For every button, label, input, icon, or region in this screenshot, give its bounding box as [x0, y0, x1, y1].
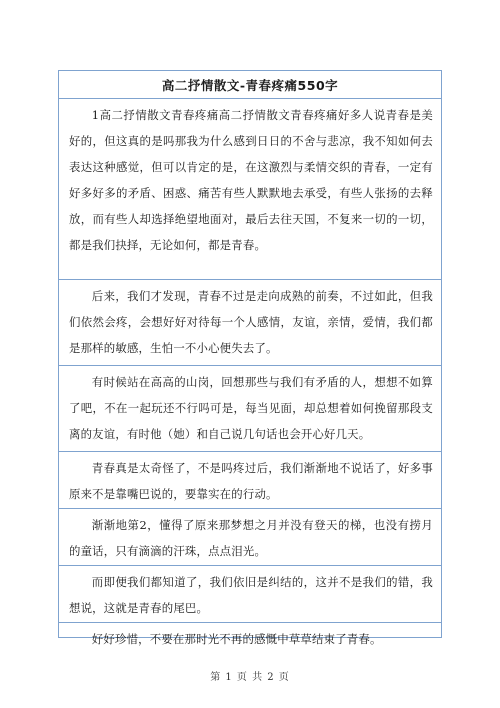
- paragraph-4: 青春真是太奇怪了，不是吗疼过后，我们渐渐地不说话了，好多事原来不是靠嘴巴说的，要靠实在的行动。: [59, 452, 441, 509]
- paragraph-2: 后来，我们才发现，青春不过是走向成熟的前奏，不过如此，但我们依然会疼，会想好好对待每一个人感情，友谊，亲情，爱情，我们都是那样的敏感，生怕一不小心便失去了。: [59, 280, 441, 366]
- paragraph-3: 有时候站在高高的山岗，回想那些与我们有矛盾的人，想想不如算了吧，不在一起玩还不行吗可是，每当见面，却总想着如何挽留那段支离的友谊，有时他（她）和自己说几句话也会开心好几天。: [59, 366, 441, 452]
- paragraph-6: 而即便我们都知道了，我们依旧是纠结的，这并不是我们的错，我想说，这就是青春的尾巴。: [59, 566, 441, 623]
- paragraph-7: 好好珍惜，不要在那时光不再的感慨中草草结束了青春。: [91, 632, 382, 646]
- page-indicator: 第 1 页 共 2 页: [210, 672, 290, 683]
- document-table: [58, 70, 442, 646]
- document-title: 高二抒情散文-青春疼痛550字: [59, 71, 441, 99]
- paragraph-1: 1高二抒情散文青春疼痛高二抒情散文青春疼痛好多人说青春是美好的，但这真的是吗那我为什么感到日日的不舍与悲凉，我不知如何去表达这种感觉，但可以肯定的是，在这激烈与柔情交织的青春，一定有好多好多的矛盾、困惑、痛苦有些人默默地去承受，有些人张扬的去释放，而有些人却选择绝望地面对，最后去往天国，不复来一切的一切，都是我们抉择，无论如何，都是青春。: [59, 99, 441, 280]
- paragraph-5: 渐渐地第2，懂得了原来那梦想之月并没有登天的梯，也没有捞月的童话，只有滴滴的汗珠，点点泪光。: [59, 509, 441, 566]
